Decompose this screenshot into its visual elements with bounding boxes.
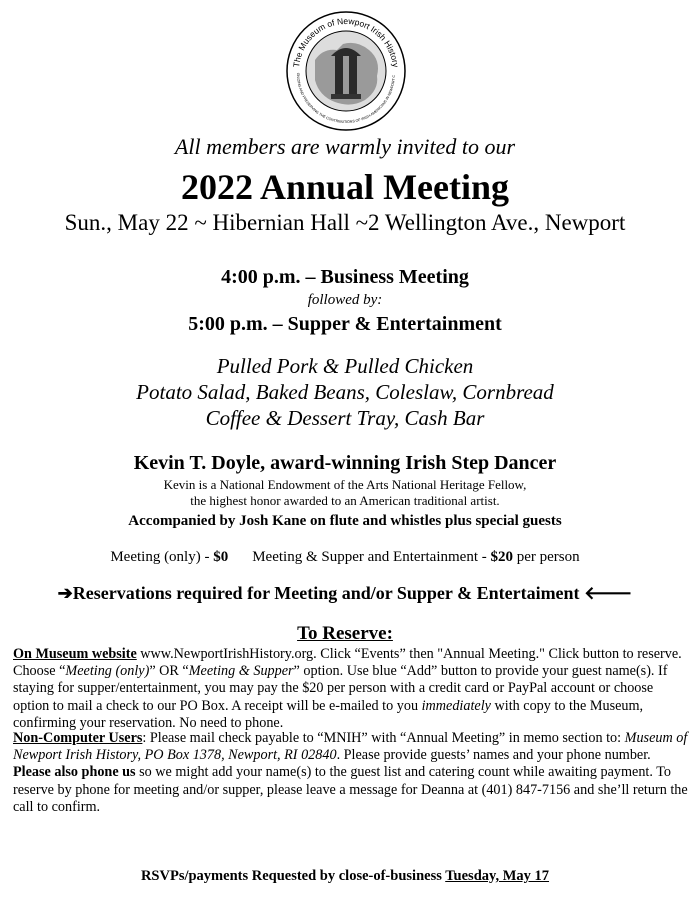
- mailing-address: Museum of Newport Irish History, PO Box 1378, Newport, RI 02840: [13, 730, 688, 764]
- option-meeting-only: Meeting (only): [65, 663, 150, 680]
- arrow-left-icon: 🡐: [584, 583, 633, 603]
- online-text-4: with copy to the Museum, confirming your reservation. No need to phone.: [13, 697, 644, 731]
- page-title: 2022 Annual Meeting: [180, 167, 510, 207]
- arrow-right-icon: ➔: [57, 583, 73, 603]
- online-text-2: ” OR “: [149, 663, 189, 680]
- performer-headline: Kevin T. Doyle, award-winning Irish Step Dancer: [133, 452, 557, 474]
- mail-reservation-paragraph: [13, 730, 689, 816]
- full-price-label: Meeting & Supper and Entertainment -: [252, 549, 491, 565]
- online-reservation-paragraph: [13, 646, 689, 732]
- reservations-notice: [0, 583, 690, 604]
- supper-time: 5:00 p.m. – Supper & Entertainment: [188, 313, 502, 335]
- business-meeting-time: 4:00 p.m. – Business Meeting: [221, 266, 469, 288]
- museum-seal-logo: [285, 10, 407, 132]
- per-person: per person: [513, 549, 580, 565]
- immediately-text: immediately: [421, 697, 491, 714]
- online-label: On Museum website: [13, 646, 137, 662]
- rsvp-deadline: [0, 868, 690, 885]
- svg-text:The Museum of Newport Irish Hi: The Museum of Newport Irish History: [291, 15, 401, 68]
- rsvp-date: Tuesday, May 17: [445, 868, 550, 884]
- performer-bio-line-2: the highest honor awarded to an American traditional artist.: [190, 493, 500, 508]
- followed-by: followed by:: [307, 292, 383, 308]
- price-line: [0, 549, 690, 566]
- meeting-price-label: Meeting (only) -: [110, 549, 214, 565]
- menu-line-3: Coffee & Dessert Tray, Cash Bar: [205, 406, 485, 430]
- offline-text-2: . Please provide guests’ names and your phone number.: [336, 747, 651, 764]
- online-text-3: ” option. Use blue “Add” button to provide your guest name(s). If staying for supper/entertainment, you may pay the $20 per person with a credit card or PayPal account or choose option to mail a check to our PO Box. A receipt will be e-mailed to you: [13, 663, 668, 714]
- invitation-line: All members are warmly invited to our: [174, 134, 516, 159]
- offline-text-3: so we might add your name(s) to the guest list and catering count while awaiting payment. To reserve by phone for meeting and/or supper, please leave a message for Deanna at (401) 847-7156 and she’ll return the call to confirm.: [13, 764, 688, 815]
- performer-bio-line-1: Kevin is a National Endowment of the Arts National Heritage Fellow,: [163, 477, 527, 492]
- option-meeting-supper: Meeting & Supper: [188, 663, 294, 680]
- event-location: Sun., May 22 ~ Hibernian Hall ~2 Wellington Ave., Newport: [64, 210, 626, 235]
- accompaniment: Accompanied by Josh Kane on flute and whistles plus special guests: [128, 513, 562, 529]
- menu-line-2: Potato Salad, Baked Beans, Coleslaw, Cornbread: [136, 380, 554, 404]
- phone-us-text: Please also phone us: [13, 764, 136, 781]
- full-price: $20: [490, 549, 513, 565]
- menu-line-1: Pulled Pork & Pulled Chicken: [216, 354, 474, 378]
- meeting-price: $0: [213, 549, 229, 565]
- reservations-text: Reservations required for Meeting and/or Supper & Entertaiment: [72, 583, 580, 603]
- svg-text:RECOGNIZING AND PRESERVING THE: GNIZING AND PRESERVING THE CONTRIBUTIONS OF IRISH-AMERICANS IN NEWPORT C: [295, 72, 397, 124]
- offline-text-1: : Please mail check payable to “MNIH” with “Annual Meeting” in memo section to:: [142, 730, 625, 746]
- rsvp-text: RSVPs/payments Requested by close-of-business: [140, 868, 446, 884]
- to-reserve-heading: To Reserve:: [297, 623, 393, 644]
- non-computer-label: Non-Computer Users: [13, 730, 143, 746]
- online-text-1: www.NewportIrishHistory.org. Click “Events” then "Annual Meeting." Click button to reserve. Choose “: [13, 646, 682, 680]
